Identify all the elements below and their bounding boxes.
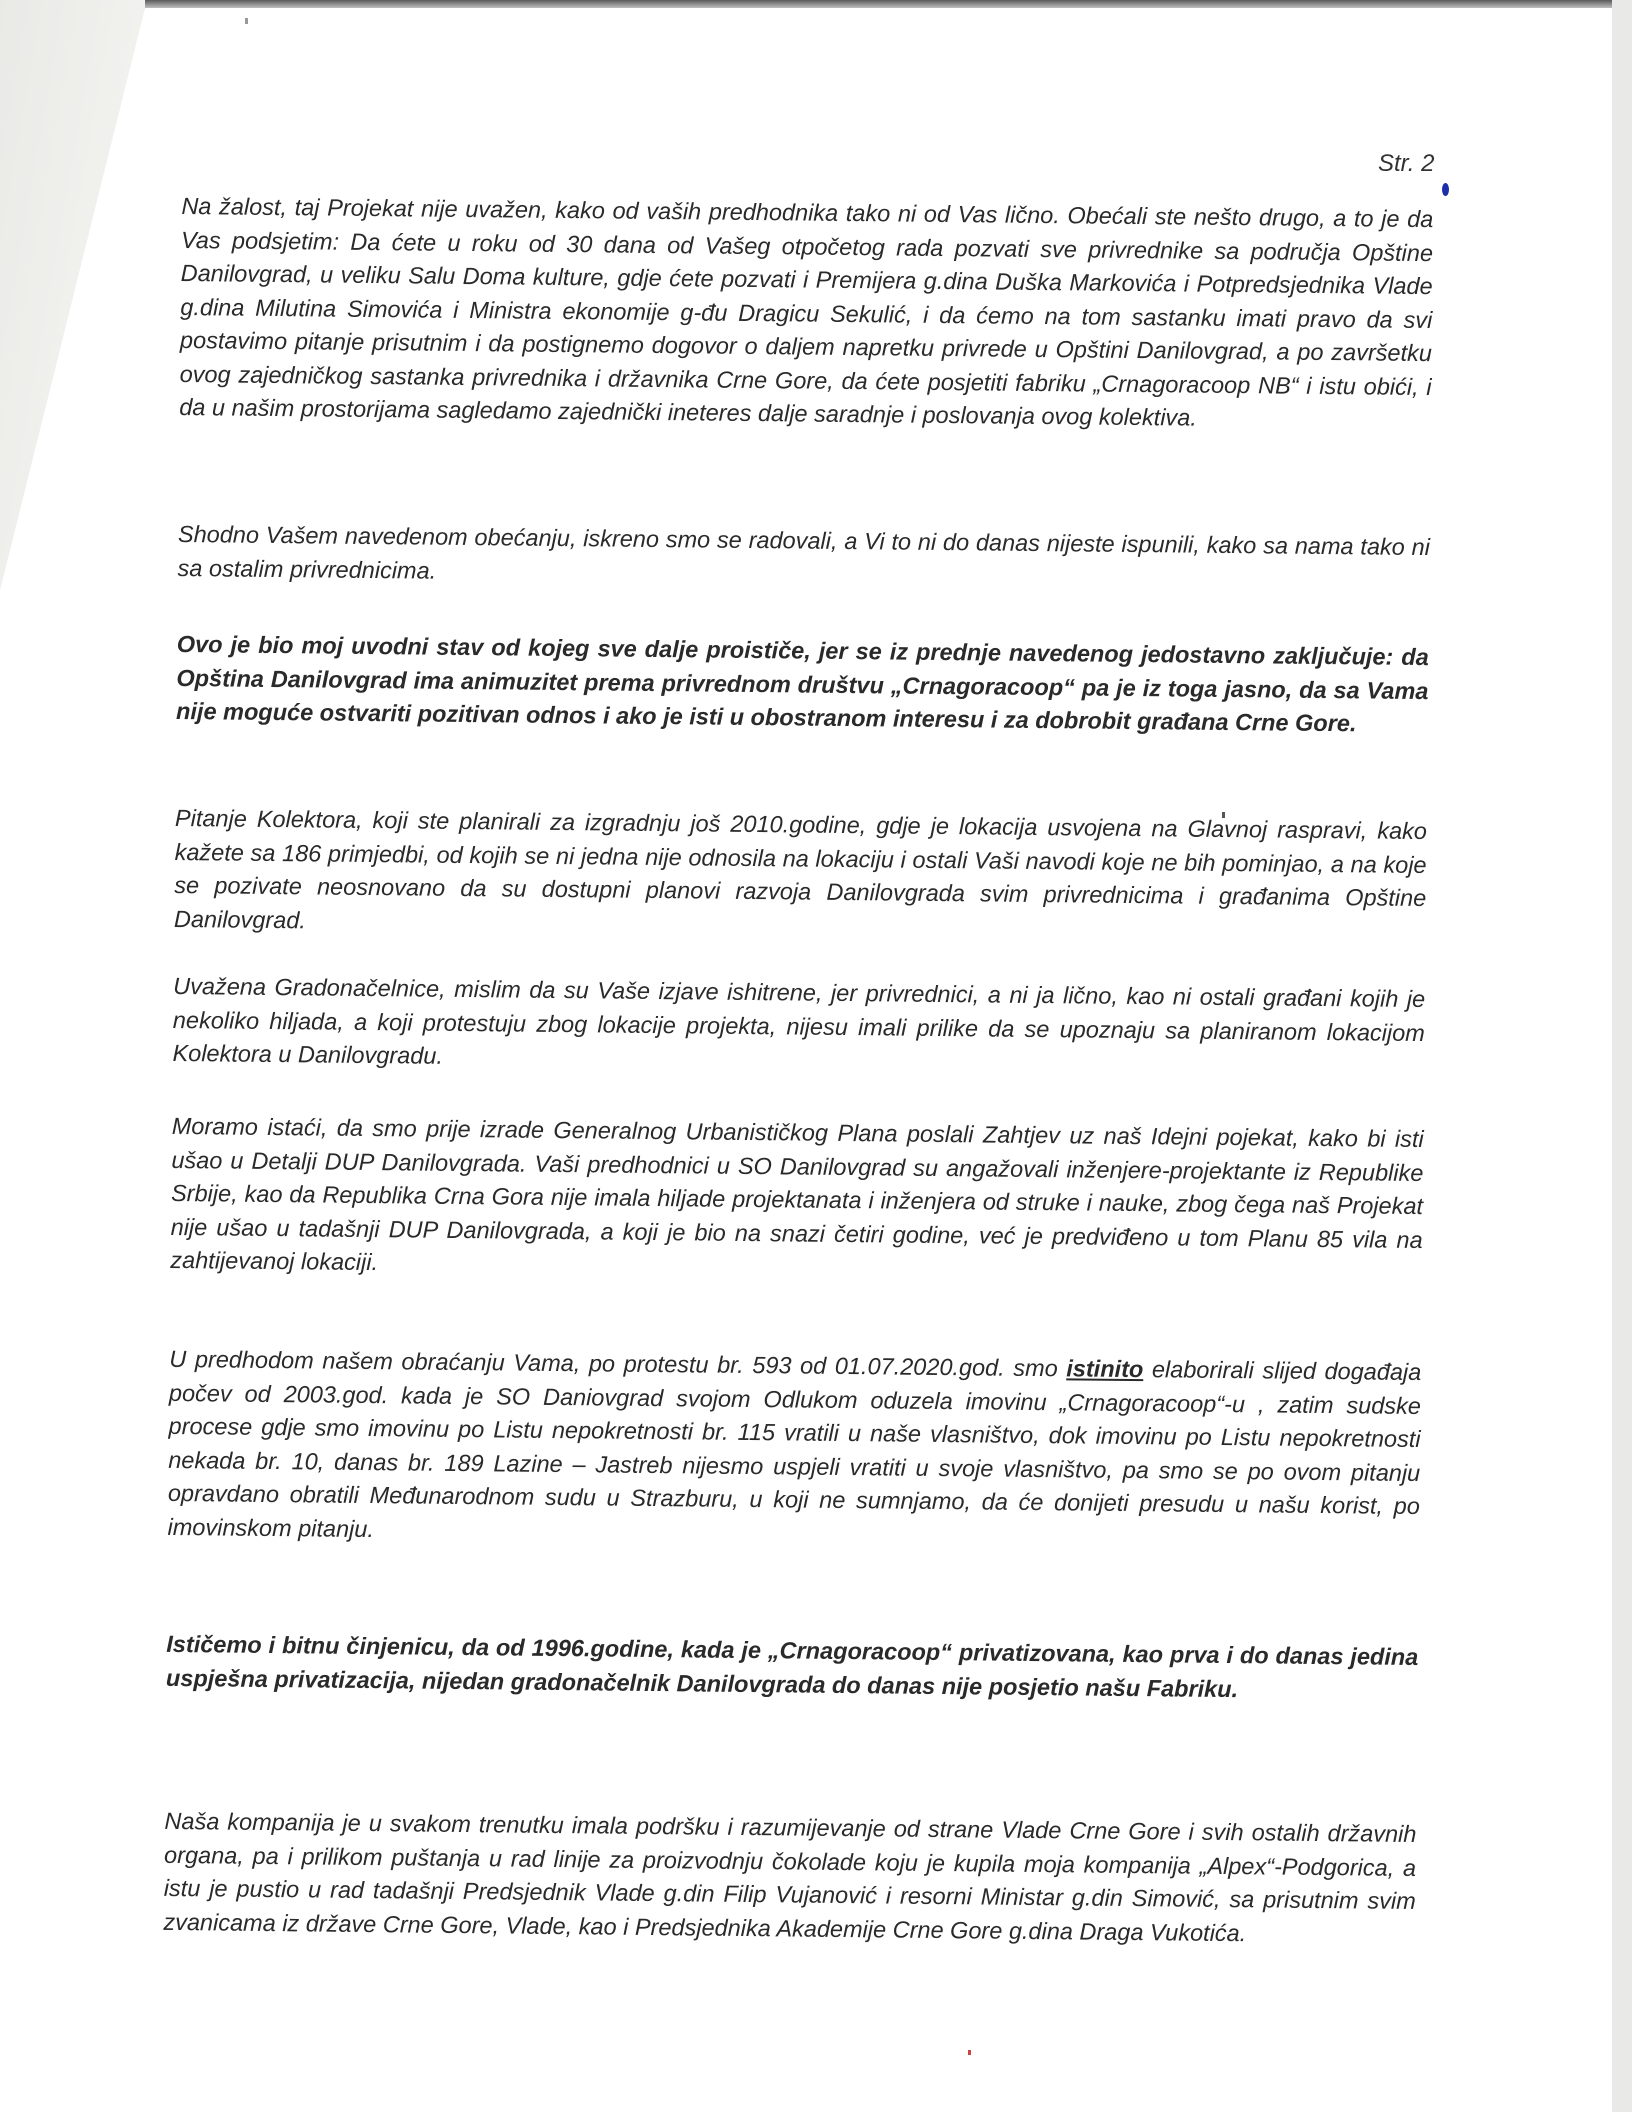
ink-dot-mark bbox=[1442, 183, 1449, 196]
paragraph-government-support: Naša kompanija je u svakom trenutku imala podršku i razumijevanje od strane Vlade Crne Gore i svih ostalih državnih organa, pa i prilikom puštanja u rad linije za proizvodnju čokolade koju je kupila moja kompanija „Alpex“-Podgorica, a istu je pustio u rad tadašnji Predsjednik Vlade g.din Filip Vujanović i resorni Ministar g.din Simović, sa prisutnim svim zvanicama iz države Crne Gore, Vlade, kao i Predsjednika Akademije Crne Gore g.dina Draga Vukotića. bbox=[163, 1807, 1417, 1946]
paragraph-address-mayor: Uvažena Gradonačelnice, mislim da su Vaše izjave ishitrene, jer privrednici, a ni ja lično, kao ni ostali građani kojih je nekoliko hiljada, a koji protestuju zbog lokacije projekta, nijesu imali prilike da se upoznaju sa planiranom lokacijom Kolektora u Danilovgradu. bbox=[172, 972, 1426, 1069]
scan-speck bbox=[245, 18, 248, 24]
paragraph-urban-plan: Moramo istaći, da smo prije izrade Generalnog Urbanističkog Plana poslali Zahtjev uz naš Idejni pojekat, kako bi isti ušao u Detalji DUP Danilovgrada. Vaši predhodnici u SO Danilovgrad su angažovali inženjere-projektante iz Republike Srbije, kao da Republika Crna Gora nije imala hiljade projektanata i inženjera od struke i nauke, zbog čega naš Projekat nije ušao u tadašnji DUP Danilovgrada, a koji je bio na snazi četiri godine, već je predviđeno u tom Planu 85 vila na zahtijevanoj lokaciji. bbox=[170, 1112, 1424, 1276]
property-history-text-end: elaborirali slijed događaja počev od 2003.god. kada je SO Daniovgrad svojom Odlukom oduzela imovinu „Crnagoracoop“-u , zatim sudske procese gdje smo imovinu po Listu nepokretnosti br. 115 vratili u naše vlasništvo, dok imovinu po Listu nepokretnosti nekada br. 10, danas br. 189 Lazine – Jastreb nijesmo uspjeli vratiti u svoje vlasništvo, pa smo se po ovom pitanju opravdano obratili Međunarodnom sudu u Strazburu, u koji ne sumnjamo, da će donijeti presudu u našu korist, po imovinskom pitanju. bbox=[167, 1356, 1422, 1542]
paragraph-unfulfilled-promise: Na žalost, taj Projekat nije uvažen, kako od vaših predhodnika tako ni od Vas lično. Obećali ste nešto drugo, a to je da Vas podsjetim: Da ćete u roku od 30 dana od Vašeg otpočetog rada pozvati sve privrednike sa područja Opštine Danilovgrad, u veliku Salu Doma kulture, gdje ćete pozvati i Premijera g.dina Duška Markovića i Potpredsjednika Vlade g.dina Milutina Simovića i Ministra ekonomije g-đu Dragicu Sekulić, i da ćemo na tom sastanku imati pravo da svi postavimo pitanje prisutnim i da postignemo dogovor o daljem napretku privrede u Opštini Danilovgrad, a po završetku ovog zajedničkog sastanka privrednika i državnika Crne Gore, da ćete posjetiti fabriku „Crnagoracoop NB“ i istu obići, i da u našim prostorijama sagledamo zajednički ineteres dalje saradnje i poslovanja ovog kolektiva. bbox=[179, 192, 1434, 431]
property-history-text-start: U predhodom našem obraćanju Vama, po protestu br. 593 od 01.07.2020.god. smo bbox=[169, 1345, 1067, 1382]
paragraph-property-history bbox=[167, 1343, 1421, 1557]
paragraph-privatization-fact: Ističemo i bitnu činjenicu, da od 1996.godine, kada je „Crnagoracoop“ privatizovana, kao prva i do danas jedina uspješna privatizacija, nijedan gradonačelnik Danilovgrada do danas nije posjetio našu Fabriku. bbox=[165, 1630, 1419, 1702]
paragraph-collector-issue: Pitanje Kolektora, koji ste planirali za izgradnju još 2010.godine, gdje je lokacija usvojena na Glavnoj raspravi, kako kažete sa 186 primjedbi, od kojih se ni jedna nije odnosila na lokaciju i ostali Vaši navodi koje ne bih pominjao, a na koje se pozivate neosnovano da su dostupni planovi razvoja Danilovgrada svim privrednicima i građanima Opštine Danilovgrad. bbox=[173, 804, 1428, 933]
scan-speck bbox=[968, 2050, 971, 2055]
page-number: Str. 2 bbox=[1378, 150, 1435, 177]
scan-right-edge bbox=[1612, 0, 1632, 2112]
paragraph-introductory-stance: Ovo je bio moj uvodni stav od kojeg sve dalje proističe, jer se iz prednje navedenog jedostavno zaključuje: da Opština Danilovgrad ima animuzitet prema privrednom društvu „Crnagoracoop“ pa je iz toga jasno, da sa Vama nije moguće ostvariti pozitivan odnos i ako je isti u obostranom interesu i za dobrobit građana Crne Gore. bbox=[175, 630, 1429, 737]
paragraph-promise-not-kept: Shodno Vašem navedenom obećanju, iskreno smo se radovali, a Vi to ni do danas nijeste ispunili, kako sa nama tako ni sa ostalim privrednicima. bbox=[177, 520, 1431, 584]
underlined-word: istinito bbox=[1066, 1355, 1144, 1383]
